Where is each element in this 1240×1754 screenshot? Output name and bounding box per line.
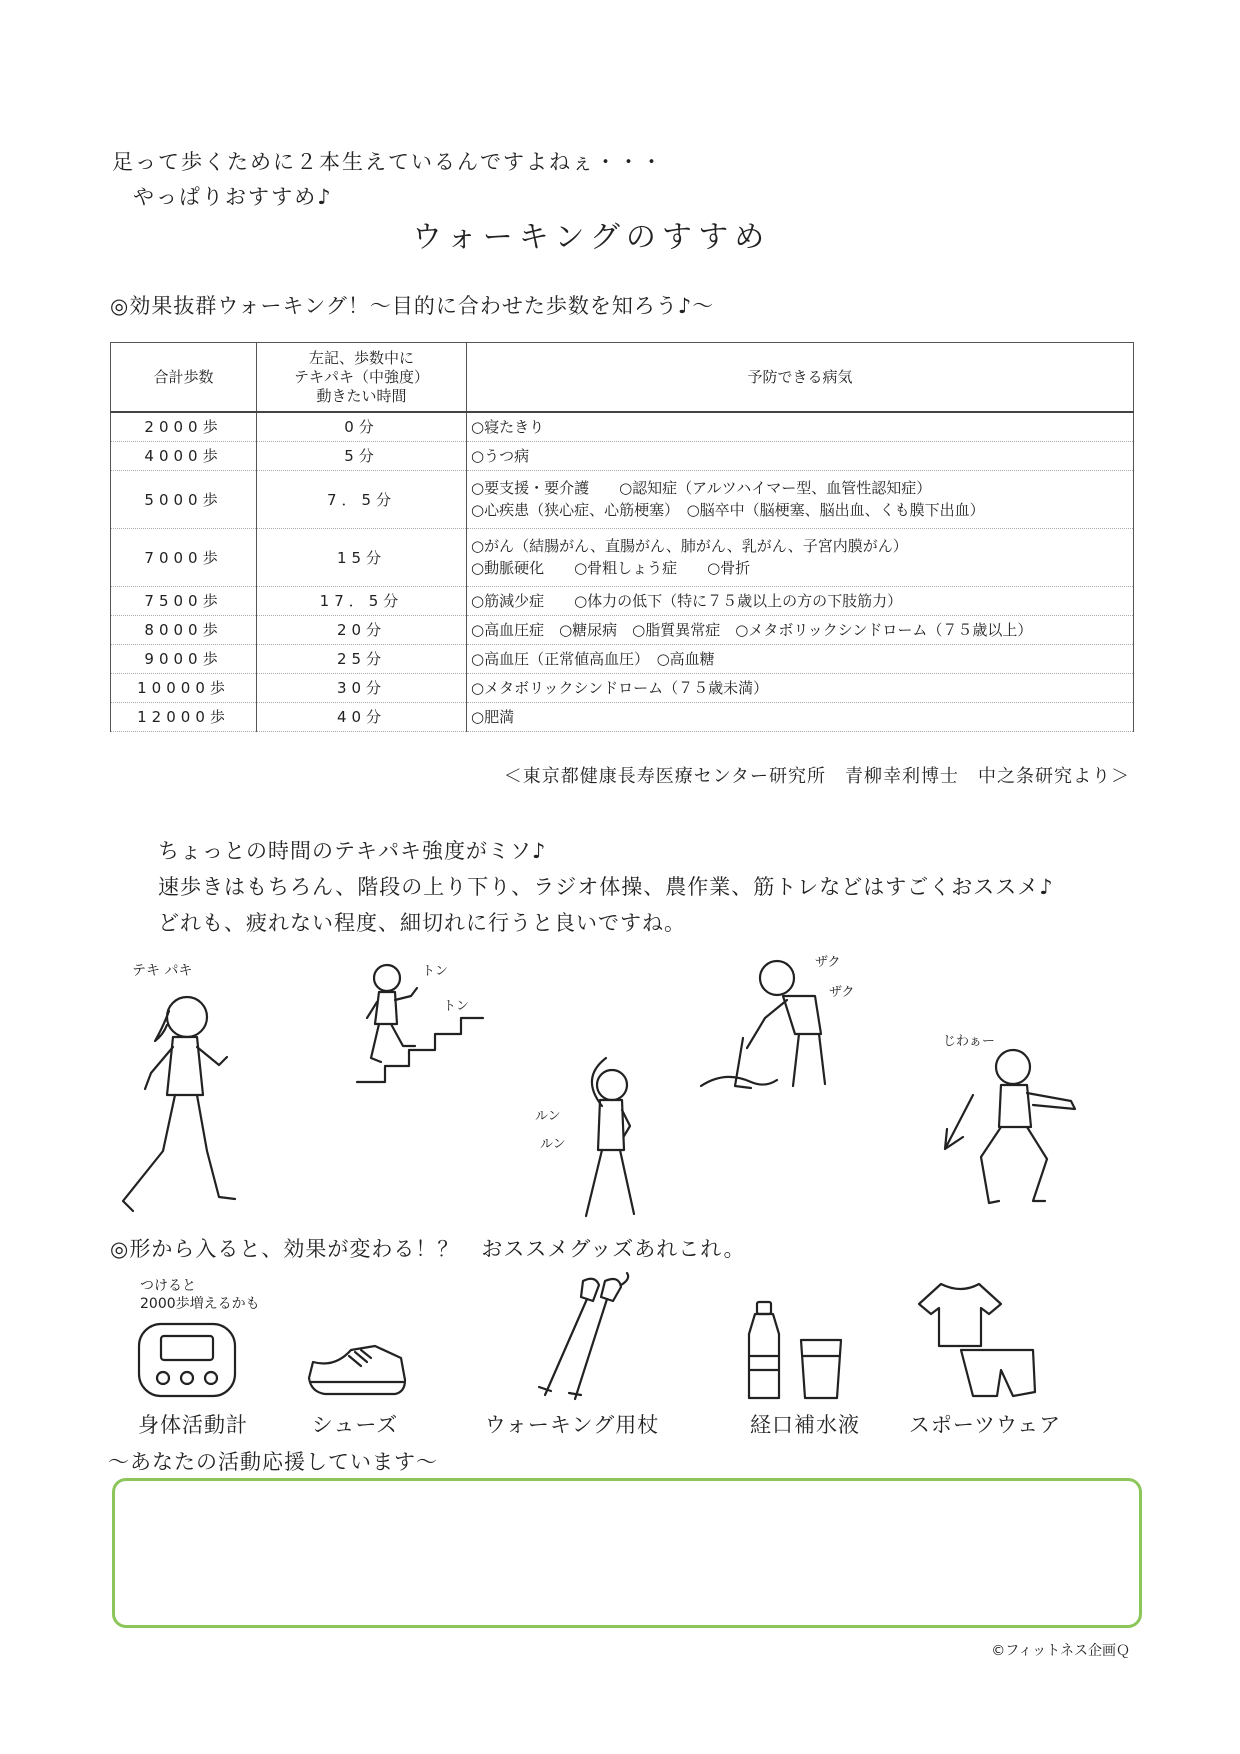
- goods-label-meter: 身体活動計: [138, 1413, 248, 1437]
- row-diseases: [467, 702, 1134, 731]
- sportswear-icon: [915, 1280, 1040, 1405]
- row-time: 40分: [257, 702, 467, 731]
- row-steps: 2000歩: [111, 412, 257, 441]
- copyright: ©フィットネス企画Ｑ: [991, 1643, 1130, 1659]
- exercise-sfx-2: ルン: [540, 1137, 566, 1152]
- header-steps: 合計歩数: [111, 343, 257, 413]
- row-diseases-line-2: ○動脈硬化 ○骨粗しょう症 ○骨折: [471, 559, 751, 577]
- row-diseases: [467, 441, 1134, 470]
- farming-sfx-2: ザク: [829, 985, 855, 1000]
- row-diseases: [467, 586, 1134, 615]
- table-row: [111, 673, 1134, 702]
- table-row: [111, 528, 1134, 586]
- row-time: 0分: [257, 412, 467, 441]
- intro-line-2: やっぱりおすすめ♪: [133, 185, 333, 209]
- table-header-row: [111, 343, 1134, 413]
- support-message-box: [112, 1478, 1142, 1628]
- row-diseases-line-1: ○高血圧（正常値高血圧） ○高血糖: [471, 649, 715, 668]
- table-row: [111, 615, 1134, 644]
- source-citation: ＜東京都健康長寿医療センター研究所 青柳幸利博士 中之条研究より＞: [503, 766, 1130, 787]
- row-diseases-line-1: ○寝たきり: [471, 417, 545, 436]
- header-time-line-1: 左記、歩数中に: [308, 348, 414, 367]
- row-diseases: [467, 673, 1134, 702]
- row-steps: 7000歩: [111, 528, 257, 586]
- row-diseases-line-1: ○肥満: [471, 707, 515, 726]
- row-time: 20分: [257, 615, 467, 644]
- row-time: 30分: [257, 673, 467, 702]
- activity-meter-icon: [135, 1320, 240, 1400]
- walking-poles-icon: [525, 1275, 635, 1405]
- row-diseases: [467, 528, 1134, 586]
- row-steps: 7500歩: [111, 586, 257, 615]
- row-diseases-line-1: ○うつ病: [471, 446, 530, 465]
- table-row: [111, 412, 1134, 441]
- squat-sfx: じわぁー: [943, 1034, 995, 1049]
- table-row: [111, 586, 1134, 615]
- steps-table: [110, 342, 1134, 732]
- exercise-sfx-1: ルン: [535, 1109, 561, 1124]
- walking-woman-illustration: [115, 955, 265, 1225]
- row-steps: 12000歩: [111, 702, 257, 731]
- row-time: 5分: [257, 441, 467, 470]
- drink-bottle-icon: [745, 1300, 855, 1405]
- header-time-line-3: 動きたい時間: [316, 386, 407, 405]
- page-title: ウォーキングのすすめ: [412, 220, 771, 255]
- shoe-icon: [305, 1340, 410, 1400]
- meter-note-line-1: つけると: [140, 1278, 196, 1294]
- goods-label-wear: スポーツウェア: [908, 1413, 1062, 1437]
- section-heading-goods: ◎形から入ると、効果が変わる！？ おススメグッズあれこれ。: [110, 1237, 746, 1261]
- table-row: [111, 441, 1134, 470]
- table-row: [111, 470, 1134, 528]
- stairs-sfx-2: トン: [443, 999, 470, 1014]
- section-heading-steps: ◎効果抜群ウォーキング！～目的に合わせた歩数を知ろう♪～: [110, 294, 715, 318]
- stair-climbing-illustration: [345, 950, 485, 1090]
- header-time-line-2: テキパキ（中強度）: [293, 367, 429, 386]
- row-steps: 9000歩: [111, 644, 257, 673]
- farming-illustration: [695, 938, 855, 1098]
- squat-illustration: [935, 1025, 1095, 1210]
- radio-exercise-illustration: [530, 1050, 650, 1220]
- row-time: 7．5分: [257, 470, 467, 528]
- walking-sfx: テキ パキ: [132, 963, 193, 979]
- body-line-1: ちょっとの時間のテキパキ強度がミソ♪: [158, 839, 547, 863]
- table-row: [111, 702, 1134, 731]
- table-row: [111, 644, 1134, 673]
- farming-sfx-1: ザク: [815, 955, 841, 970]
- row-diseases-line-1: ○筋減少症 ○体力の低下（特に７５歳以上の方の下肢筋力）: [471, 591, 903, 610]
- row-diseases: [467, 470, 1134, 528]
- row-time: 25分: [257, 644, 467, 673]
- support-heading: ～あなたの活動応援しています～: [108, 1450, 438, 1474]
- row-diseases: [467, 412, 1134, 441]
- row-diseases-line-1: ○高血圧症 ○糖尿病 ○脂質異常症 ○メタボリックシンドローム（７５歳以上）: [471, 620, 1033, 639]
- meter-note: [140, 1277, 260, 1313]
- goods-label-drink: 経口補水液: [750, 1413, 860, 1437]
- row-diseases-line-2: ○心疾患（狭心症、心筋梗塞） ○脳卒中（脳梗塞、脳出血、くも膜下出血）: [471, 501, 985, 519]
- goods-label-poles: ウォーキング用杖: [484, 1413, 660, 1437]
- row-diseases: [467, 615, 1134, 644]
- body-line-2: 速歩きはもちろん、階段の上り下り、ラジオ体操、農作業、筋トレなどはすごくおススメ♪: [158, 875, 1054, 899]
- goods-label-shoes: シューズ: [311, 1413, 399, 1437]
- row-steps: 5000歩: [111, 470, 257, 528]
- meter-note-line-2: 2000歩増えるかも: [140, 1296, 260, 1312]
- row-time: 15分: [257, 528, 467, 586]
- row-diseases-line-1: ○メタボリックシンドローム（７５歳未満）: [471, 678, 769, 697]
- body-line-3: どれも、疲れない程度、細切れに行うと良いですね。: [158, 911, 686, 935]
- intro-line-1: 足って歩くために２本生えているんですよねぇ・・・: [112, 150, 664, 174]
- header-time: [257, 343, 467, 413]
- row-diseases-line-1: ○要支援・要介護 ○認知症（アルツハイマー型、血管性認知症）: [471, 479, 932, 497]
- header-diseases: 予防できる病気: [467, 343, 1134, 413]
- stairs-sfx-1: トン: [422, 964, 449, 979]
- row-diseases-line-1: ○がん（結腸がん、直腸がん、肺がん、乳がん、子宮内膜がん）: [471, 537, 908, 555]
- row-steps: 4000歩: [111, 441, 257, 470]
- row-diseases: [467, 644, 1134, 673]
- row-time: 17．5分: [257, 586, 467, 615]
- row-steps: 8000歩: [111, 615, 257, 644]
- row-steps: 10000歩: [111, 673, 257, 702]
